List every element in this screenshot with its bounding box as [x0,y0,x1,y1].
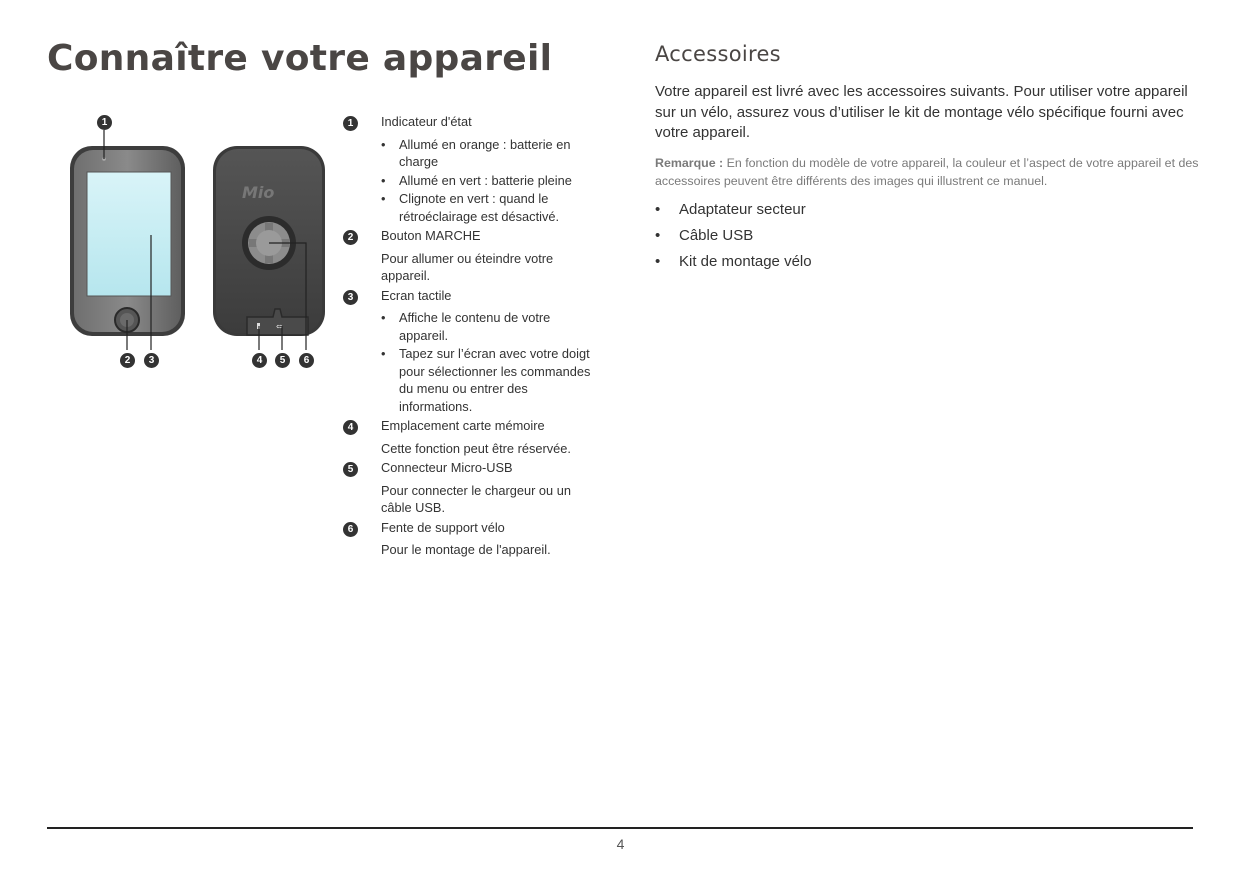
device-front [70,146,185,336]
page-number: 4 [616,836,625,852]
note-label: Remarque : [655,156,724,170]
footer-divider [47,827,1193,829]
legend-item-touch-screen [343,287,593,416]
legend-bullet: • Affiche le contenu de votre appareil. [381,309,593,344]
list-item: • Adaptateur secteur [655,200,812,226]
legend-item-bike-mount-slot [343,519,593,559]
legend-title: Ecran tactile [381,287,452,303]
callout-2: 2 [120,353,135,368]
legend-bullet: • Allumé en vert : batterie pleine [381,172,593,190]
legend-item-micro-usb [343,459,593,517]
callout-4: 4 [252,353,267,368]
legend-item-power-button [343,227,593,285]
callout-6: 6 [299,353,314,368]
legend-number: 6 [343,522,358,537]
legend-number: 4 [343,420,358,435]
legend-bullet: • Clignote en vert : quand le rétroéclairage est désactivé. [381,190,593,225]
legend-title: Connecteur Micro-USB [381,460,513,475]
legend-bullet: • Allumé en orange : batterie en charge [381,136,593,171]
legend-number: 3 [343,290,358,305]
svg-text:⇔: ⇔ [276,322,283,331]
list-item: • Câble USB [655,226,812,252]
legend-number: 5 [343,462,358,477]
legend-description: Pour connecter le chargeur ou un câble USB. [381,482,571,515]
legend-title: Fente de support vélo [381,519,505,535]
callout-5: 5 [275,353,290,368]
callout-1: 1 [97,115,112,130]
brand-logo: Mio [242,183,275,202]
legend-number: 2 [343,230,358,245]
legend-description: Pour allumer ou éteindre votre appareil. [381,250,554,283]
page-title: Connaître votre appareil [47,38,553,79]
accessories-note [655,155,1200,190]
note-text: En fonction du modèle de votre appareil, la couleur et l’aspect de votre appareil et des accessoires peuvent être différents des images qui illustrent ce manuel. [655,156,1199,188]
device-back [213,146,325,336]
accessories-list [655,200,812,278]
accessories-intro: Votre appareil est livré avec les accessoires suivants. Pour utiliser votre appareil sur un vélo, assurez vous d’utiliser le kit de montage vélo spécifique fourni avec votre appareil. [655,83,1188,141]
legend-number: 1 [343,116,358,131]
component-legend [343,113,593,561]
accessories-title: Accessoires [655,42,781,66]
legend-item-memory-card-slot [343,417,593,457]
legend-title: Bouton MARCHE [381,228,481,243]
legend-bullet: • Tapez sur l’écran avec votre doigt pour sélectionner les commandes du menu ou entrer des informations. [381,345,593,415]
list-item: • Kit de montage vélo [655,252,812,278]
callout-3: 3 [144,353,159,368]
legend-title: Emplacement carte mémoire [381,418,545,433]
legend-title: Indicateur d'état [381,114,472,129]
legend-description: Pour le montage de l'appareil. [381,542,551,557]
touch-screen [87,172,171,296]
device-figure [60,110,335,375]
legend-description: Cette fonction peut être réservée. [381,440,571,456]
legend-item-status-indicator [343,113,593,225]
